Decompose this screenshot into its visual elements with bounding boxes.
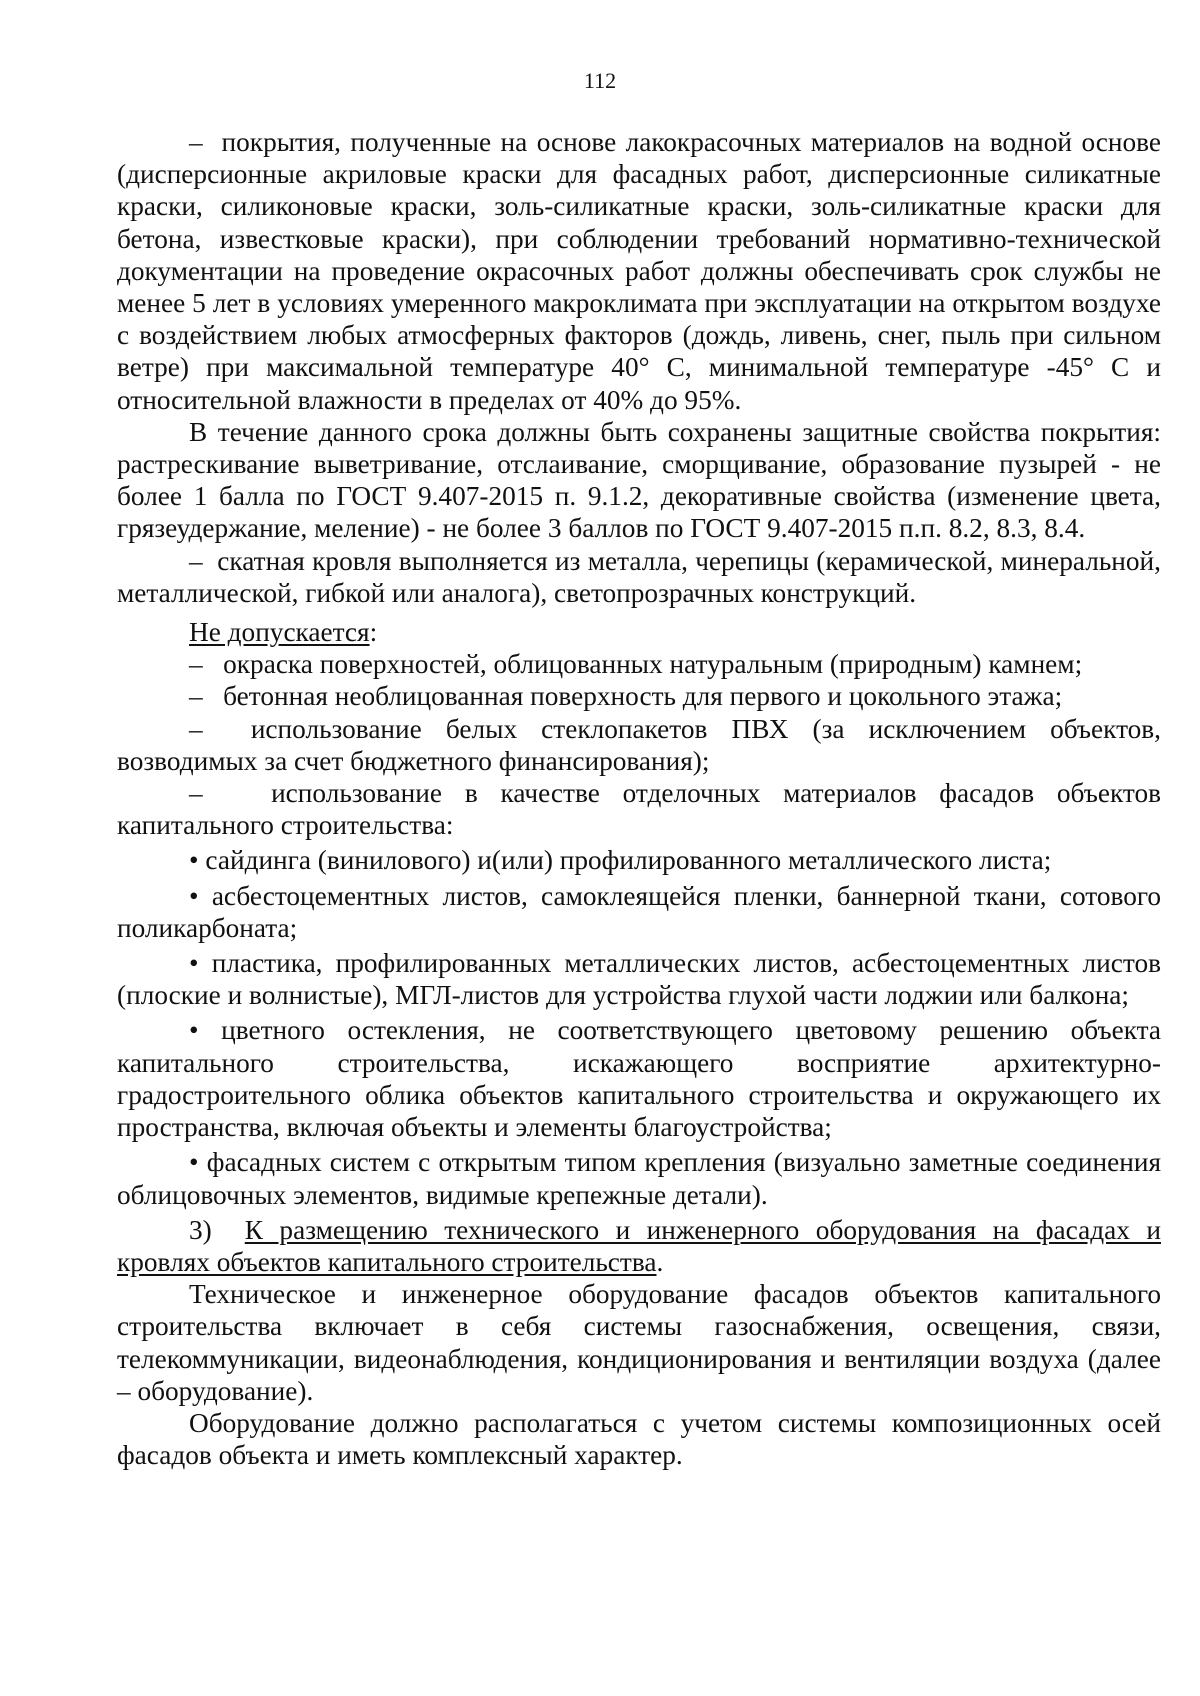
paragraph-text: покрытия, полученные на основе лакокрасочных материалов на водной основе (дисперсионные акриловые краски для фасадных работ, дисперсионные силикатные краски, силиконовые краски, золь-силикатные краски, золь-силикатные краски для бетона, известковые краски), при соблюдении требований нормативно-технической документации на проведение окрасочных работ должны обеспечивать срок службы не менее 5 лет в условиях умеренного макроклимата при эксплуатации на открытом воздухе с воздействием любых атмосферных факторов (дождь, ливень, снег, пыль при сильном ветре) при максимальной температуре 40° С, минимальной температуре -45° С и относительной влажности в пределах от 40% до 95%.: [117, 127, 1161, 415]
list-item-text: окраска поверхностей, облицованных натуральным (природным) камнем;: [223, 649, 1083, 680]
section-number: 3): [189, 1214, 212, 1245]
paragraph-roof: [117, 545, 1161, 609]
not-allowed-label: Не допускается: [189, 617, 370, 648]
bullet-marker: •: [189, 948, 199, 979]
paragraph-text: скатная кровля выполняется из металла, черепицы (керамической, минеральной, металлической, гибкой или аналога), светопрозрачных конструкций.: [117, 545, 1161, 608]
paragraph-coatings: [117, 126, 1161, 416]
dash-marker: –: [189, 681, 203, 712]
list-item-dash: [117, 777, 1161, 841]
list-item-text: асбестоцементных листов, самоклеящейся пленки, баннерной ткани, сотового поликарбоната;: [117, 880, 1162, 943]
list-item-text: сайдинга (винилового) и(или) профилированного металлического листа;: [205, 845, 1052, 876]
list-item-dash: [117, 713, 1161, 777]
not-allowed-heading: [117, 616, 1161, 648]
dash-marker: –: [189, 649, 203, 680]
list-item-bullet: [117, 1014, 1161, 1143]
list-item-bullet: [117, 844, 1161, 876]
section-title: К размещению технического и инженерного оборудования на фасадах и кровлях объектов капитального строительства: [117, 1214, 1161, 1277]
section-title-end: .: [656, 1246, 664, 1277]
list-item-dash: [117, 680, 1161, 712]
list-item-bullet: [117, 947, 1161, 1011]
dash-marker: –: [189, 713, 203, 744]
list-item-text: использование в качестве отделочных материалов фасадов объектов капитального строительства:: [117, 778, 1161, 841]
bullet-marker: •: [189, 1147, 199, 1178]
list-item-dash: [117, 648, 1161, 680]
section-heading: [117, 1214, 1161, 1278]
paragraph-equipment: Техническое и инженерное оборудование фасадов объектов капитального строительства включает в себя системы газоснабжения, освещения, связи, телекоммуникации, видеонаблюдения, кондиционирования и вентиляции воздуха (далее – оборудование).: [117, 1279, 1161, 1406]
dash-marker: –: [189, 778, 203, 809]
list-item-text: пластика, профилированных металлических листов, асбестоцементных листов (плоские и волнистые), МГЛ-листов для устройства глухой части лоджии или балкона;: [117, 948, 1162, 1011]
list-item-text: бетонная необлицованная поверхность для первого и цокольного этажа;: [223, 681, 1063, 712]
paragraph-protective-properties: В течение данного срока должны быть сохранены защитные свойства покрытия: растрескивание выветривание, отслаивание, сморщивание, образование пузырей - не более 1 балла по ГОСТ 9.407-2015 п. 9.1.2, декоративные свойства (изменение цвета, грязеудержание, меление) - не более 3 баллов по ГОСТ 9.407-2015 п.п. 8.2, 8.3, 8.4.: [117, 416, 1161, 544]
not-allowed-colon: :: [369, 617, 378, 648]
bullet-marker: •: [189, 845, 199, 876]
dash-marker: –: [189, 127, 203, 157]
page-body: [117, 126, 1161, 1471]
list-item-text: цветного остекления, не соответствующего цветовому решению объекта капитального строительства, искажающего восприятие архитектурно-градостроительного облика объектов капитального строительства и окружающего их пространства, включая объекты и элементы благоустройства;: [117, 1015, 1161, 1143]
list-item-text: использование белых стеклопакетов ПВХ (за исключением объектов, возводимых за счет бюджетного финансирования);: [117, 713, 1161, 776]
bullet-marker: •: [189, 1015, 199, 1046]
list-item-bullet: [117, 880, 1161, 944]
paragraph-placement: Оборудование должно располагаться с учетом системы композиционных осей фасадов объекта и иметь комплексный характер.: [117, 1407, 1161, 1471]
bullet-marker: •: [189, 880, 199, 911]
list-item-bullet: [117, 1146, 1161, 1210]
dash-marker: –: [189, 545, 203, 576]
list-item-text: фасадных систем с открытым типом крепления (визуально заметные соединения облицовочных элементов, видимые крепежные детали).: [117, 1147, 1161, 1210]
page-number: 112: [583, 68, 617, 93]
